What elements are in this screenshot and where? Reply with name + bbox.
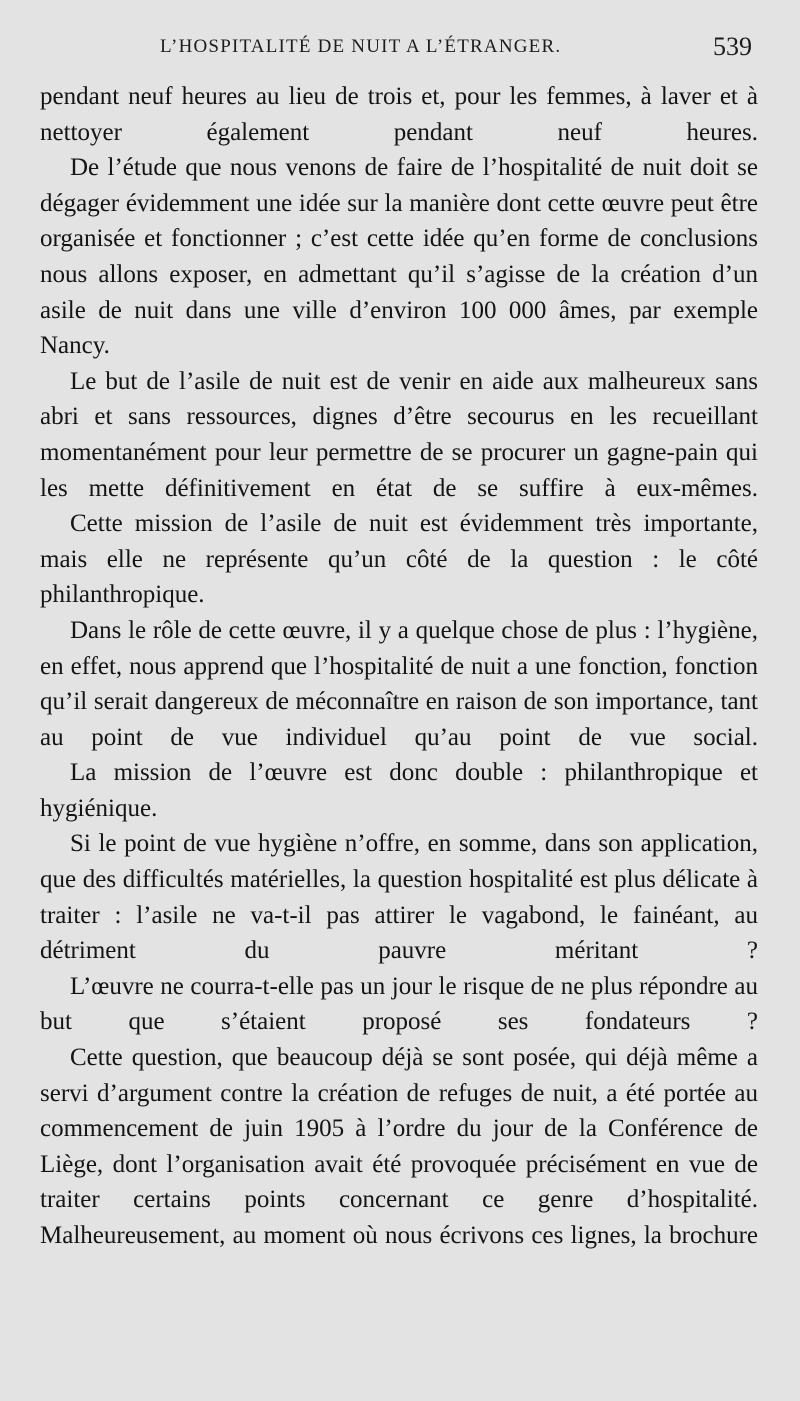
page-number: 539	[713, 32, 752, 61]
paragraph: pendant neuf heures au lieu de trois et, pour les femmes, à laver et à nettoyer également pendant neuf heures.	[40, 83, 758, 146]
paragraph: Dans le rôle de cette œuvre, il y a quelque chose de plus : l’hygiène, en effet, nous apprend que l’hospitalité de nuit a une fonction, fonction qu’il serait dangereux de méconnaître en raison de son importance, tant au point de vue individuel qu’au point de vue social.	[40, 616, 758, 751]
paragraph: Cette mission de l’asile de nuit est évidemment très importante, mais elle ne représente qu’un côté de la question : le côté philanthropique.	[40, 510, 758, 609]
paragraph: Si le point de vue hygiène n’offre, en somme, dans son application, que des difficultés matérielles, la question hospitalité est plus délicate à traiter : l’asile ne va-t-il pas attirer le vagabond, le fainéant, au détriment du pauvre méritant ?	[40, 830, 758, 965]
paragraph: L’œuvre ne courra-t-elle pas un jour le risque de ne plus répondre au but que s’étaient proposé ses fondateurs ?	[40, 972, 758, 1036]
paragraph: La mission de l’œuvre est donc double : philanthropique et hygiénique.	[40, 759, 758, 822]
body-text	[40, 79, 758, 1254]
paragraph: Cette question, que beaucoup déjà se sont posée, qui déjà même a servi d’argument contre la création de refuges de nuit, a été portée au commencement de juin 1905 à l’ordre du jour de la Conférence de Liège, dont l’organisation avait été provoquée précisément en vue de traiter certains points concernant ce genre d’hospitalité. Malheureusement, au moment où nous écrivons ces lignes, la brochure	[40, 1044, 758, 1249]
running-title: L’HOSPITALITÉ DE NUIT A L’ÉTRANGER.	[160, 36, 562, 57]
paragraph: Le but de l’asile de nuit est de venir en aide aux malheureux sans abri et sans ressources, dignes d’être secourus en les recueillant momentanément pour leur permettre de se procurer un gagne-pain qui les mette définitivement en état de se suffire à eux-mêmes.	[40, 367, 758, 502]
page-header	[0, 32, 800, 72]
paragraph: De l’étude que nous venons de faire de l’hospitalité de nuit doit se dégager évidemment une idée sur la manière dont cette œuvre peut être organisée et fonctionner ; c’est cette idée qu’en forme de conclusions nous allons exposer, en admettant qu’il s’agisse de la création d’un asile de nuit dans une ville d’environ 100 000 âmes, par exemple Nancy.	[40, 154, 758, 360]
